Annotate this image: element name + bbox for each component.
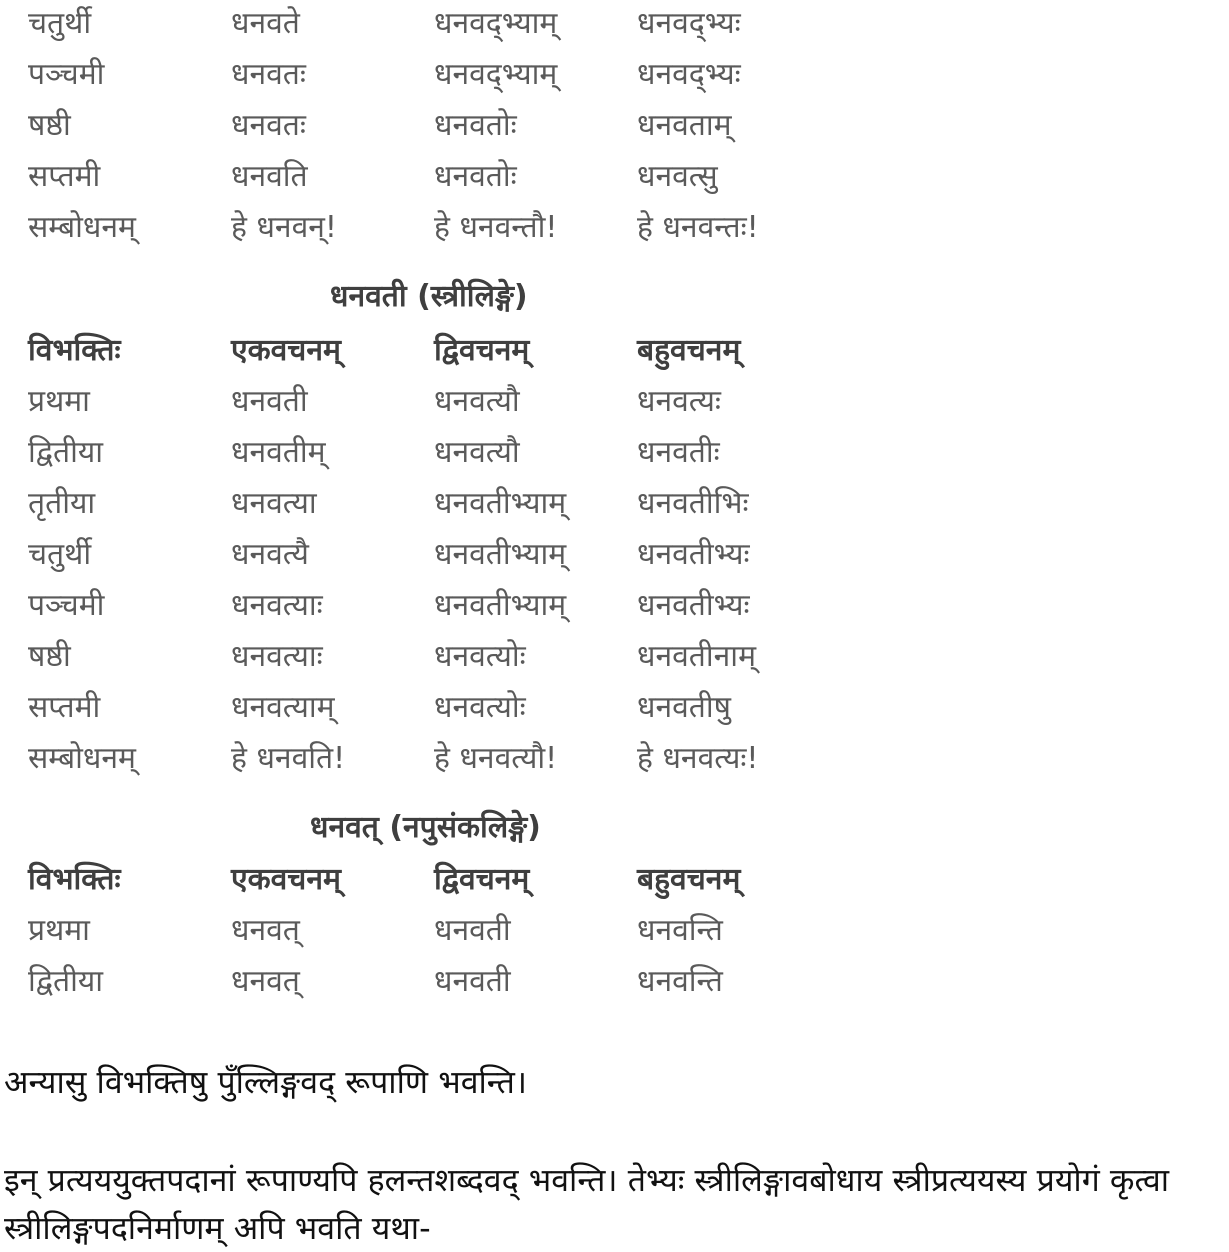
table-cell: धनवद्भ्याम् (434, 6, 558, 41)
column-header: एकवचनम् (231, 333, 341, 368)
column-header: द्विवचनम् (434, 333, 530, 368)
table-cell: धनवतीः (637, 435, 720, 470)
table-cell: सप्तमी (28, 690, 101, 725)
table-cell: धनवत्यौ (434, 435, 520, 470)
table-cell: हे धनवन्तः! (637, 210, 759, 245)
table-cell: धनवत्यः (637, 384, 721, 419)
table-cell: धनवती (434, 964, 511, 999)
table-cell: धनवती (231, 384, 308, 419)
paragraph-note: अन्यासु विभक्तिषु पुँल्लिङ्गवद् रूपाणि भवन्ति। (4, 1063, 527, 1101)
table-cell: धनवद्भ्यः (637, 6, 741, 41)
column-header: विभक्तिः (28, 862, 121, 897)
table-cell: धनवति (231, 159, 308, 194)
table-cell: धनवत्याः (231, 639, 323, 674)
section-title-feminine: धनवती (स्त्रीलिङ्गे) (330, 279, 528, 314)
table-cell: चतुर्थी (28, 537, 92, 572)
table-cell: सप्तमी (28, 159, 101, 194)
table-cell: धनवन्ति (637, 964, 723, 999)
table-cell: हे धनवन्तौ! (434, 210, 558, 245)
table-cell: धनवतीभ्याम् (434, 588, 567, 623)
table-cell: धनवतीभ्याम् (434, 486, 567, 521)
table-cell: हे धनवन्! (231, 210, 337, 245)
column-header: बहुवचनम् (637, 333, 741, 368)
table-cell: धनवतः (231, 57, 306, 92)
table-cell: धनवत् (231, 964, 300, 999)
table-cell: धनवत्योः (434, 639, 526, 674)
table-cell: षष्ठी (28, 639, 71, 674)
column-header: द्विवचनम् (434, 862, 530, 897)
table-cell: धनवत्योः (434, 690, 526, 725)
table-cell: धनवतीभिः (637, 486, 749, 521)
table-cell: सम्बोधनम् (28, 210, 136, 245)
table-cell: तृतीया (28, 486, 96, 521)
table-cell: धनवद्भ्याम् (434, 57, 558, 92)
table-cell: द्वितीया (28, 435, 104, 470)
table-cell: धनवतीभ्यः (637, 537, 750, 572)
table-cell: धनवत्याम् (231, 690, 335, 725)
table-cell: धनवतीभ्याम् (434, 537, 567, 572)
table-cell: धनवतः (231, 108, 306, 143)
table-cell: द्वितीया (28, 964, 104, 999)
table-cell: पञ्चमी (28, 57, 105, 92)
table-cell: धनवन्ति (637, 913, 723, 948)
table-cell: धनवत्यौ (434, 384, 520, 419)
table-cell: धनवताम् (637, 108, 732, 143)
table-cell: प्रथमा (28, 913, 90, 948)
table-cell: धनवत्यै (231, 537, 309, 572)
table-cell: हे धनवति! (231, 741, 346, 776)
table-cell: धनवद्भ्यः (637, 57, 741, 92)
table-cell: धनवत्याः (231, 588, 323, 623)
table-cell: षष्ठी (28, 108, 71, 143)
column-header: बहुवचनम् (637, 862, 741, 897)
table-cell: धनवतोः (434, 108, 517, 143)
table-cell: धनवतोः (434, 159, 517, 194)
paragraph-explanation: इन् प्रत्यययुक्तपदानां रूपाण्यपि हलन्तशब्दवद् भवन्ति। तेभ्यः स्त्रीलिङ्गावबोधाय स्त्रीप्रत्ययस्य प्रयोगं कृत्वा स्त्रीलिङ्गपदनिर्माणम् अपि भवति यथा- (4, 1161, 1170, 1247)
table-cell: चतुर्थी (28, 6, 92, 41)
column-header: एकवचनम् (231, 862, 341, 897)
table-cell: धनवतीभ्यः (637, 588, 750, 623)
table-cell: धनवती (434, 913, 511, 948)
table-cell: पञ्चमी (28, 588, 105, 623)
table-cell: धनवतीनाम् (637, 639, 757, 674)
table-cell: धनवतीषु (637, 690, 731, 725)
section-title-neuter: धनवत् (नपुसंकलिङ्गे) (310, 810, 541, 845)
table-cell: धनवतीम् (231, 435, 326, 470)
table-cell: सम्बोधनम् (28, 741, 136, 776)
table-cell: धनवत्सु (637, 159, 718, 194)
column-header: विभक्तिः (28, 333, 121, 368)
table-cell: हे धनवत्यः! (637, 741, 759, 776)
table-cell: प्रथमा (28, 384, 90, 419)
table-cell: धनवत् (231, 913, 300, 948)
table-cell: धनवते (231, 6, 300, 41)
table-cell: हे धनवत्यौ! (434, 741, 558, 776)
table-cell: धनवत्या (231, 486, 317, 521)
